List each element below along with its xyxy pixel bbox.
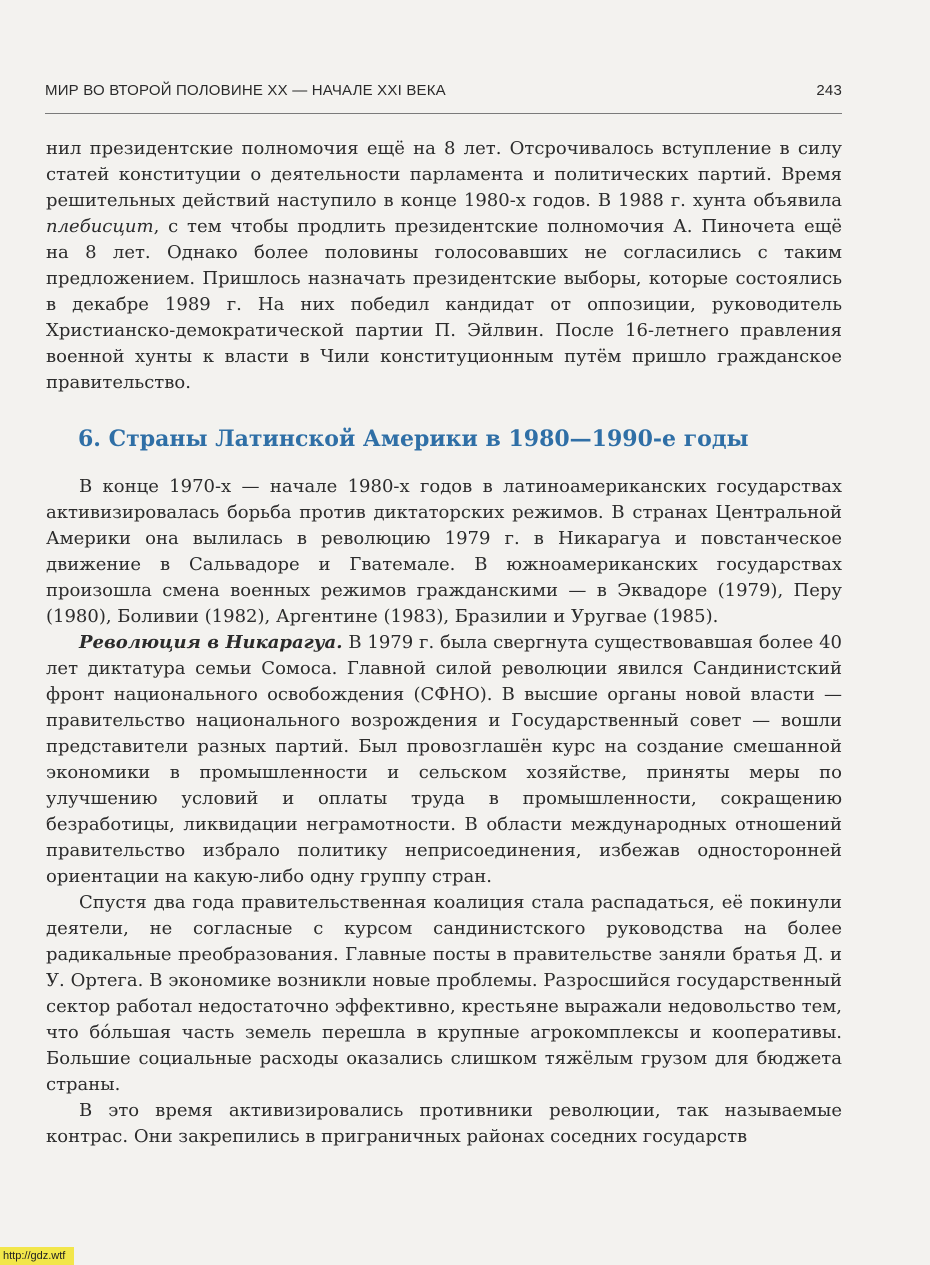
- intro-paragraph: [46, 136, 842, 396]
- section-paragraph-4: В это время активизировались противники революции, так называемые контрас. Они закрепились в приграничных районах соседних государств: [46, 1100, 842, 1147]
- section-heading: 6. Страны Латинской Америки в 1980—1990-е годы: [78, 426, 749, 452]
- nicaragua-runin-heading: Революция в Никарагуа.: [79, 632, 343, 653]
- section-body: [46, 474, 842, 1150]
- section-paragraph-2-text: В 1979 г. была свергнута существовавшая более 40 лет диктатура семьи Сомоса. Главной силой революции явился Сандинистский фронт национального освобождения (СФНО). В высшие органы новой власти — правительство национального возрождения и Государственный совет — вошли представители разных партий. Был провозглашён курс на создание смешанной экономики в промышленности и сельском хозяйстве, приняты меры по улучшению условий и оплаты труда в промышленности, сокращению безработицы, ликвидации неграмотности. В области международных отношений правительство избрало политику неприсоединения, избежав односторонней ориентации на какую-либо одну группу стран.: [46, 632, 842, 887]
- header-rule: [45, 113, 842, 114]
- intro-text-a: нил президентские полномочия ещё на 8 лет. Отсрочивалось вступление в силу статей конституции о деятельности парламента и политических партий. Время решительных действий наступило в конце 1980-х годов. В 1988 г. хунта объявила: [46, 138, 842, 211]
- page-number: 243: [816, 82, 842, 99]
- running-title: МИР ВО ВТОРОЙ ПОЛОВИНЕ XX — НАЧАЛЕ XXI ВЕКА: [45, 82, 446, 99]
- intro-text-b: , с тем чтобы продлить президентские полномочия А. Пиночета ещё на 8 лет. Однако более половины голосовавших не согласились с таким предложением. Пришлось назначать президентские выборы, которые состоялись в декабре 1989 г. На них победил кандидат от оппозиции, руководитель Христианско-демократической партии П. Эйлвин. После 16-летнего правления военной хунты к власти в Чили конституционным путём пришло гражданское правительство.: [46, 216, 842, 393]
- section-paragraph-1: В конце 1970-х — начале 1980-х годов в латиноамериканских государствах активизировалась борьба против диктаторских режимов. В странах Центральной Америки она вылилась в революцию 1979 г. в Никарагуа и повстанческое движение в Сальвадоре и Гватемале. В южноамериканских государствах произошла смена военных режимов гражданскими — в Эквадоре (1979), Перу (1980), Боливии (1982), Аргентине (1983), Бразилии и Уругвае (1985).: [46, 476, 842, 627]
- intro-term-plebiscite: плебисцит: [46, 216, 154, 237]
- section-paragraph-3: Спустя два года правительственная коалиция стала распадаться, её покинули деятели, не согласные с курсом сандинистского руководства на более радикальные преобразования. Главные посты в правительстве заняли братья Д. и У. Ортега. В экономике возникли новые проблемы. Разросшийся государственный сектор работал недостаточно эффективно, крестьяне выражали недовольство тем, что бóльшая часть земель перешла в крупные агрокомплексы и кооперативы. Большие социальные расходы оказались слишком тяжёлым грузом для бюджета страны.: [46, 892, 842, 1095]
- section-paragraph-2: [46, 630, 842, 890]
- intro-paragraph-block: [46, 136, 842, 396]
- watermark-link[interactable]: http://gdz.wtf: [0, 1247, 74, 1265]
